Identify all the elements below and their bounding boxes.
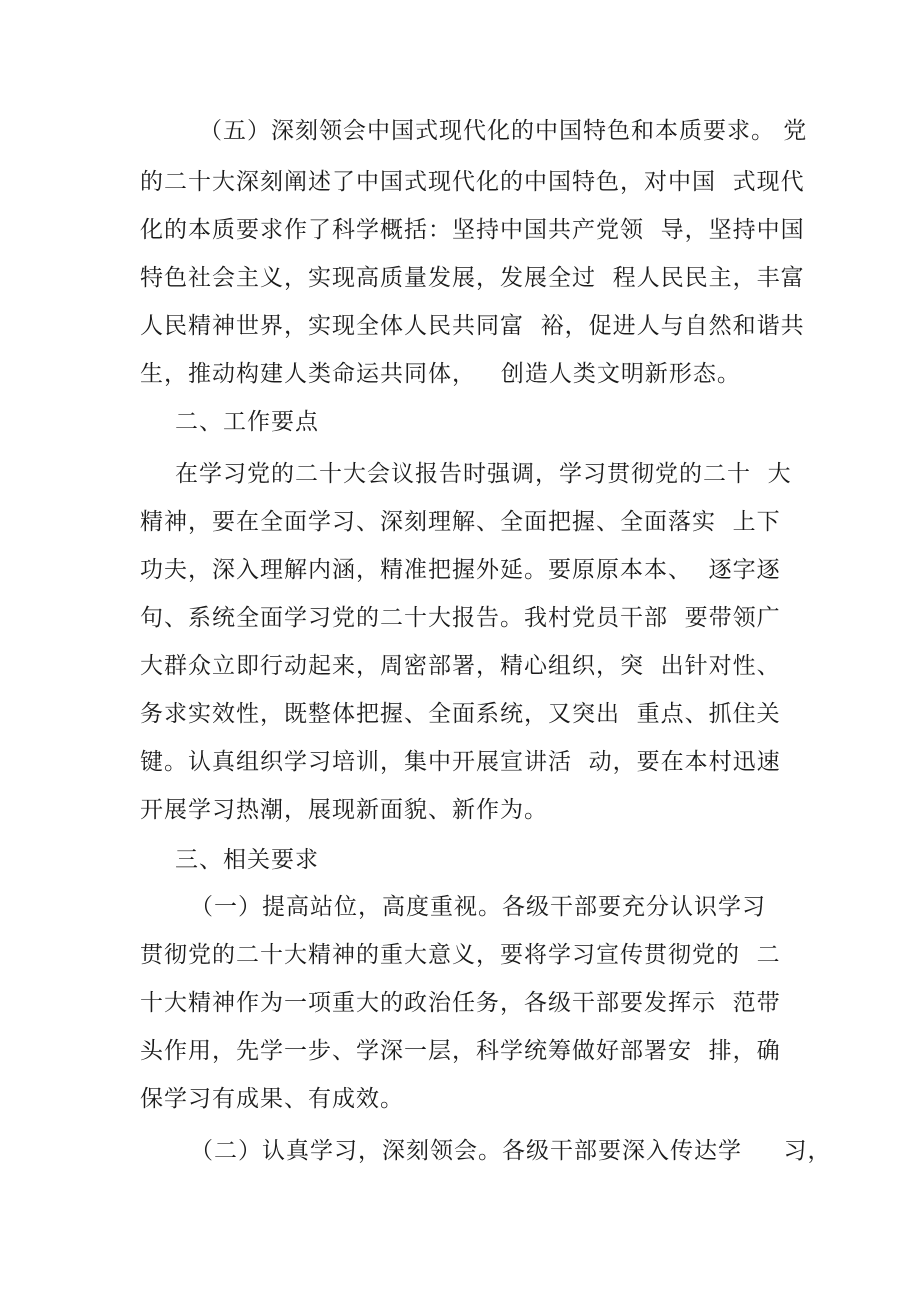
text-line-4: 特色社会主义，实现高质量发展，发展全过 程人民民主，丰富	[140, 265, 805, 291]
text-line-5: 人民精神世界，实现全体人民共同富 裕，促进人与自然和谐共	[140, 313, 805, 339]
text-line-8: 在学习党的二十大会议报告时强调，学习贯彻党的二十 大	[175, 461, 792, 487]
text-line-12: 大群众立即行动起来，周密部署，精心组织，突 出针对性、	[140, 653, 781, 679]
text-line-21: 保学习有成果、有成效。	[140, 1086, 404, 1112]
text-line-17: （一）提高站位，高度重视。各级干部要充分认识学习	[190, 894, 766, 920]
text-line-11: 句、系统全面学习党的二十大报告。我村党员干部 要带领广	[140, 605, 781, 631]
text-line-1: （五）深刻领会中国式现代化的中国特色和本质要求。 党	[199, 118, 808, 144]
text-line-9: 精神，要在全面学习、深刻理解、全面把握、全面落实 上下	[140, 509, 781, 535]
text-line-3: 化的本质要求作了科学概括：坚持中国共产党领 导，坚持中国	[140, 217, 805, 243]
text-line-10: 功夫，深入理解内涵，精准把握外延。要原原本本、 逐字逐	[140, 557, 781, 583]
text-line-15: 开展学习热潮，展现新面貌、新作为。	[140, 797, 548, 823]
text-line-2: 的二十大深刻阐述了中国式现代化的中国特色，对中国 式现代	[140, 169, 805, 195]
text-line-22: （二）认真学习，深刻领会。各级干部要深入传达学 习，	[190, 1138, 832, 1164]
section-heading-3: 三、相关要求	[175, 847, 319, 873]
text-line-20: 头作用，先学一步、学深一层，科学统筹做好部署安 排，确	[140, 1038, 781, 1064]
text-line-19: 十大精神作为一项重大的政治任务，各级干部要发挥示 范带	[140, 990, 781, 1016]
text-line-14: 键。认真组织学习培训，集中开展宣讲活 动，要在本村迅速	[140, 749, 781, 775]
section-heading-2: 二、工作要点	[175, 409, 319, 435]
text-line-18: 贯彻党的二十大精神的重大意义，要将学习宣传贯彻党的 二	[140, 942, 781, 968]
text-line-6: 生，推动构建人类命运共同体， 创造人类文明新形态。	[140, 361, 741, 387]
text-line-13: 务求实效性，既整体把握、全面系统，又突出 重点、抓住关	[140, 701, 781, 727]
